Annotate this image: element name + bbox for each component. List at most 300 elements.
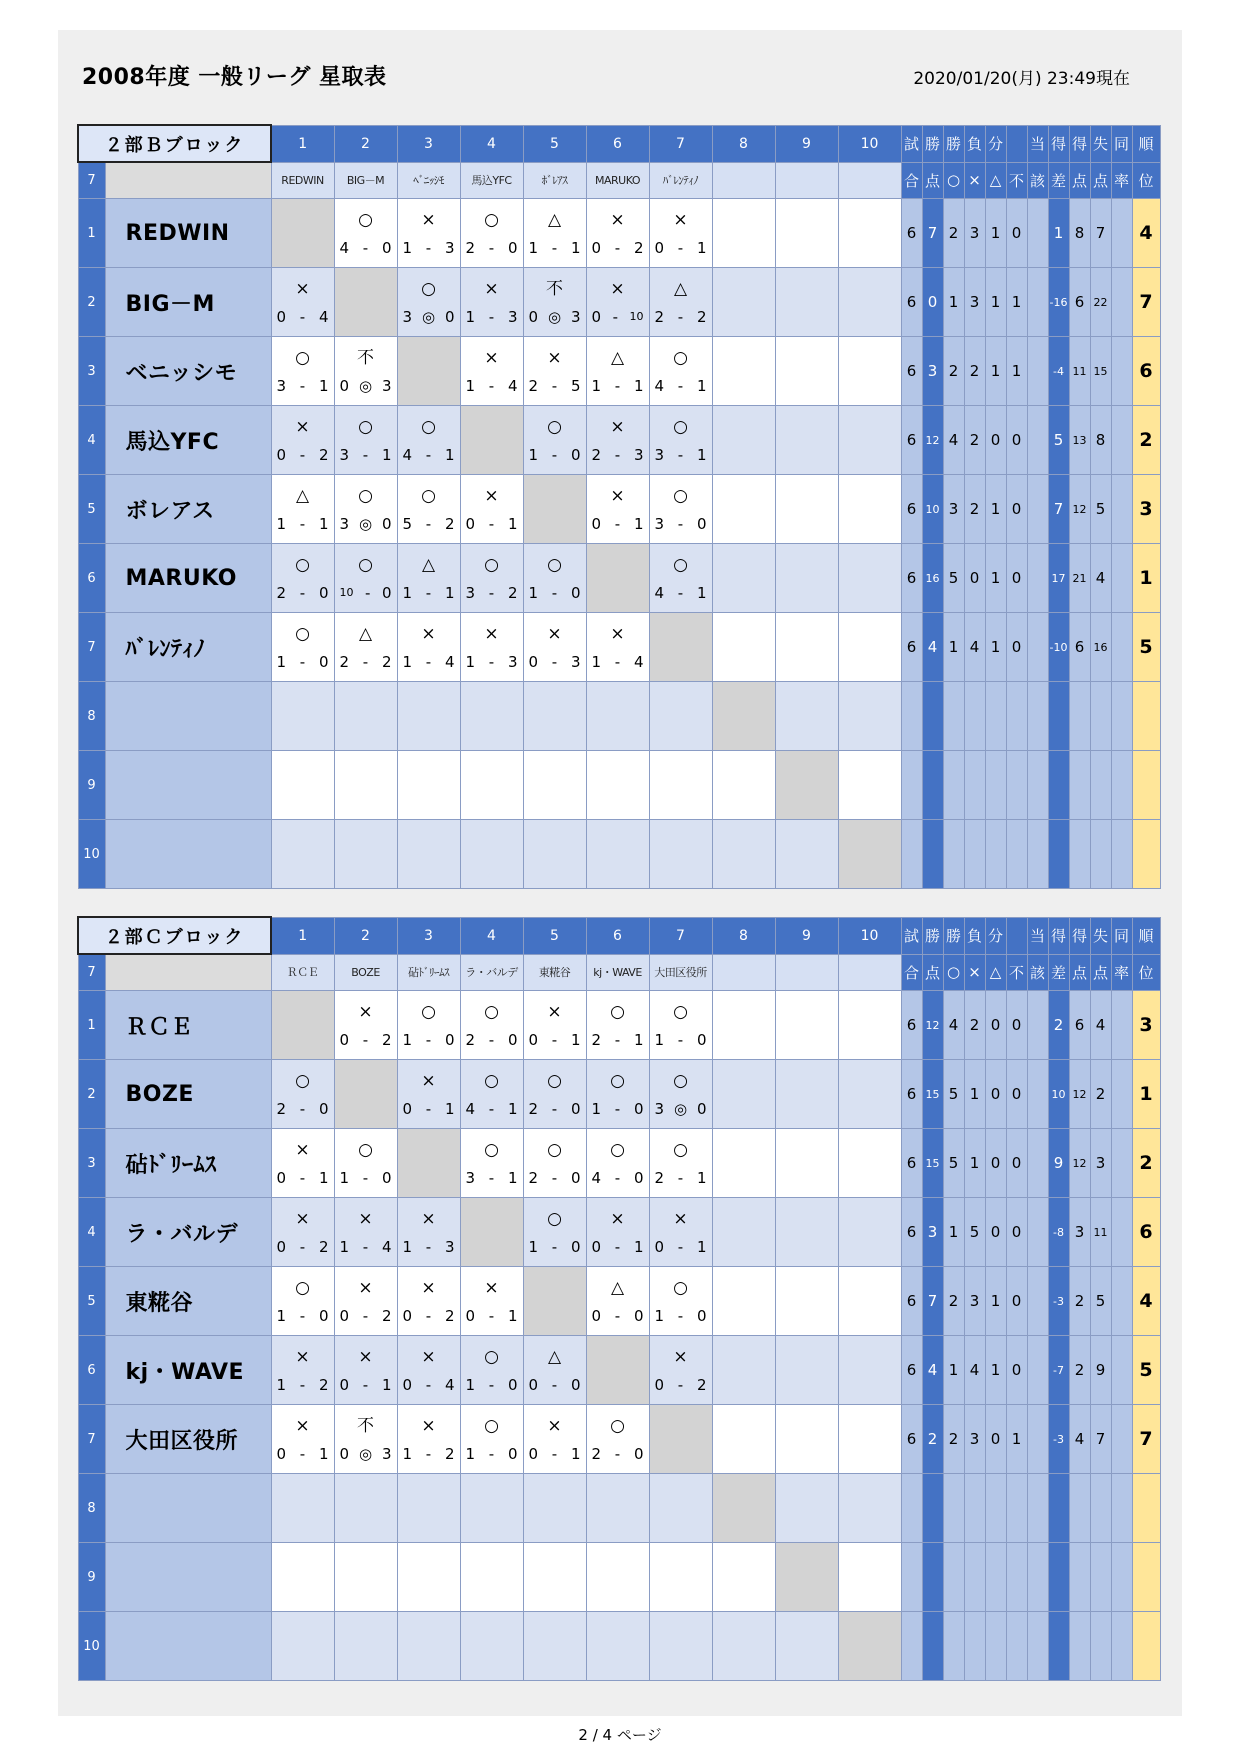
- match-cell: [334, 1198, 397, 1267]
- stat-value: 0: [985, 406, 1006, 475]
- match-score: [713, 1372, 775, 1402]
- result-mark: ○: [484, 555, 499, 575]
- match-score: [272, 511, 334, 541]
- row-number: 7: [78, 613, 105, 682]
- match-cell: [271, 1198, 334, 1267]
- match-cell: [649, 1267, 712, 1336]
- score-for: 1: [276, 1376, 287, 1394]
- self-match-cell: [586, 544, 649, 613]
- result-mark: ○: [358, 210, 373, 230]
- score-against: 1: [381, 446, 392, 464]
- score-separator: -: [677, 308, 684, 326]
- match-cell: [397, 1198, 460, 1267]
- stat-value: 10: [1048, 1060, 1069, 1129]
- stat-value: 6: [901, 1336, 922, 1405]
- stat-value: 2: [964, 475, 985, 544]
- block-name: ２部Ｃブロック: [78, 917, 271, 954]
- score-against: 1: [696, 584, 707, 602]
- match-score: [398, 442, 460, 472]
- score-separator: -: [614, 1238, 621, 1256]
- match-score: [461, 580, 523, 610]
- match-cell: [586, 1405, 649, 1474]
- score-against: 2: [381, 1031, 392, 1049]
- stat-value: 13: [1069, 406, 1090, 475]
- match-cell: [649, 1612, 712, 1681]
- stat-value: 1: [985, 1336, 1006, 1405]
- stat-value: [1111, 1543, 1132, 1612]
- result-mark: [461, 1614, 523, 1648]
- stat-value: [1069, 1474, 1090, 1543]
- score-separator: -: [612, 308, 618, 326]
- team-name: ラ・バルデ: [105, 1198, 271, 1267]
- result-mark: ○: [547, 1071, 562, 1091]
- match-score: [713, 1303, 775, 1333]
- score-separator: -: [677, 584, 684, 602]
- match-cell: [334, 337, 397, 406]
- result-mark: ×: [295, 1209, 310, 1229]
- stat-value: 3: [964, 1405, 985, 1474]
- score-against: 1: [507, 1307, 518, 1325]
- match-score: [587, 1510, 649, 1540]
- column-number: 8: [712, 125, 775, 162]
- score-separator: -: [362, 446, 369, 464]
- match-score: [398, 1510, 460, 1540]
- match-cell: [775, 1267, 838, 1336]
- match-score: [272, 1510, 334, 1540]
- result-mark: ×: [547, 624, 562, 644]
- score-against: 2: [507, 584, 518, 602]
- score-against: 0: [381, 1169, 392, 1187]
- match-score: [650, 580, 712, 610]
- stat-header-bottom: 不: [1006, 162, 1027, 199]
- match-cell: [775, 475, 838, 544]
- match-cell: [397, 544, 460, 613]
- match-score: [776, 649, 838, 679]
- score-separator: -: [488, 584, 495, 602]
- match-score: [587, 1579, 649, 1609]
- result-mark: [776, 339, 838, 373]
- match-cell: [586, 199, 649, 268]
- stat-value: 12: [1069, 1060, 1090, 1129]
- result-mark: [461, 1476, 523, 1510]
- stat-value: [1027, 544, 1048, 613]
- score-for: 0: [528, 653, 539, 671]
- column-number: 1: [271, 125, 334, 162]
- match-score: [272, 373, 334, 403]
- match-cell: [586, 406, 649, 475]
- match-cell: [838, 406, 901, 475]
- result-mark: △: [610, 1278, 625, 1298]
- stat-value: 22: [1090, 268, 1111, 337]
- result-mark: [335, 822, 397, 856]
- match-score: [272, 1441, 334, 1471]
- score-for: 1: [402, 653, 413, 671]
- score-against: 2: [696, 308, 707, 326]
- stat-header-top: 順: [1132, 917, 1160, 954]
- score-for: 5: [402, 515, 413, 533]
- match-score: [524, 1372, 586, 1402]
- score-against: 10: [629, 310, 644, 323]
- result-mark: △: [421, 555, 436, 575]
- rank-value: 2: [1132, 1129, 1160, 1198]
- result-mark: [713, 477, 775, 511]
- score-for: 2: [591, 446, 602, 464]
- stat-value: 1: [1006, 1405, 1027, 1474]
- match-score: [776, 1234, 838, 1264]
- self-match-cell: [775, 1543, 838, 1612]
- result-mark: ×: [673, 210, 688, 230]
- match-score: [713, 649, 775, 679]
- match-cell: [397, 820, 460, 889]
- column-team-short-name: ﾊﾞﾚﾝﾃｨﾉ: [649, 162, 712, 199]
- match-score: [398, 718, 460, 748]
- stat-value: [1006, 1474, 1027, 1543]
- stat-value: [901, 1612, 922, 1681]
- stat-value: 6: [901, 1060, 922, 1129]
- match-cell: [334, 751, 397, 820]
- result-mark: [839, 546, 901, 580]
- match-score: [461, 1648, 523, 1678]
- column-team-short-name: 砧ﾄﾞﾘｰﾑｽ: [397, 954, 460, 991]
- match-cell: [334, 1474, 397, 1543]
- stat-value: 12: [1069, 1129, 1090, 1198]
- score-against: 1: [696, 239, 707, 257]
- score-for: 2: [591, 1031, 602, 1049]
- stat-header-top: 分: [985, 125, 1006, 162]
- rank-value: [1132, 1543, 1160, 1612]
- result-mark: ×: [358, 1209, 373, 1229]
- match-cell: [334, 613, 397, 682]
- stat-header-top: 負: [964, 125, 985, 162]
- stat-value: -3: [1048, 1267, 1069, 1336]
- team-row: [78, 1267, 1160, 1336]
- team-row: [78, 751, 1160, 820]
- score-for: 0: [528, 1445, 539, 1463]
- column-team-short-name: kj・WAVE: [586, 954, 649, 991]
- score-separator: -: [425, 584, 432, 602]
- match-score: [650, 442, 712, 472]
- stat-header-bottom: 点: [1069, 162, 1090, 199]
- stat-value: [1111, 268, 1132, 337]
- match-score: [839, 1372, 901, 1402]
- result-mark: [461, 1545, 523, 1579]
- match-cell: [838, 991, 901, 1060]
- match-score: [839, 373, 901, 403]
- stat-value: [1048, 751, 1069, 820]
- match-cell: [649, 1129, 712, 1198]
- team-row: [78, 1129, 1160, 1198]
- stat-header-top: [1006, 917, 1027, 954]
- result-mark: [776, 201, 838, 235]
- self-match-cell: [271, 991, 334, 1060]
- self-match-cell: [271, 199, 334, 268]
- match-score: [524, 718, 586, 748]
- match-cell: [334, 1543, 397, 1612]
- stat-value: 8: [1090, 406, 1111, 475]
- result-mark: [650, 1614, 712, 1648]
- match-cell: [334, 820, 397, 889]
- stat-header-bottom: ×: [964, 162, 985, 199]
- score-separator: -: [488, 1307, 495, 1325]
- result-mark: ×: [547, 1416, 562, 1436]
- score-for: 1: [402, 1238, 413, 1256]
- stat-header-top: 勝: [922, 125, 943, 162]
- match-cell: [775, 1060, 838, 1129]
- match-score: [524, 649, 586, 679]
- score-separator: -: [362, 1376, 369, 1394]
- result-mark: [713, 201, 775, 235]
- match-score: [650, 1303, 712, 1333]
- stat-value: 3: [964, 199, 985, 268]
- match-cell: [334, 1405, 397, 1474]
- stat-value: [1090, 820, 1111, 889]
- match-score: [461, 304, 523, 334]
- stat-value: [985, 751, 1006, 820]
- result-mark: [776, 822, 838, 856]
- match-cell: [649, 820, 712, 889]
- result-mark: [335, 1545, 397, 1579]
- stat-value: [1027, 682, 1048, 751]
- stat-header-bottom: 点: [1069, 954, 1090, 991]
- stat-value: 4: [1090, 991, 1111, 1060]
- result-mark: ×: [547, 348, 562, 368]
- team-name: 馬込YFC: [105, 406, 271, 475]
- score-for: 4: [465, 1100, 476, 1118]
- match-cell: [838, 1267, 901, 1336]
- match-cell: [397, 475, 460, 544]
- stat-value: 0: [964, 544, 985, 613]
- score-against: 0: [570, 584, 581, 602]
- score-separator: ◎: [358, 377, 373, 395]
- score-separator: -: [299, 1169, 306, 1187]
- row-number: 3: [78, 337, 105, 406]
- stat-value: 4: [943, 406, 964, 475]
- match-score: [461, 1372, 523, 1402]
- score-for: 0: [276, 1238, 287, 1256]
- match-cell: [397, 991, 460, 1060]
- match-cell: [271, 544, 334, 613]
- self-match-cell: [649, 613, 712, 682]
- match-score: [650, 511, 712, 541]
- stat-value: [1111, 1405, 1132, 1474]
- score-for: 1: [276, 653, 287, 671]
- stat-value: [943, 1474, 964, 1543]
- match-cell: [586, 337, 649, 406]
- result-mark: [398, 1545, 460, 1579]
- self-match-cell: [397, 1129, 460, 1198]
- result-mark: [776, 1407, 838, 1441]
- stat-value: 3: [964, 268, 985, 337]
- result-mark: [713, 1062, 775, 1096]
- result-mark: [776, 993, 838, 1027]
- stat-value: 0: [1006, 991, 1027, 1060]
- score-separator: -: [677, 1031, 684, 1049]
- score-against: 0: [318, 653, 329, 671]
- self-match-cell: [838, 820, 901, 889]
- match-score: [776, 1441, 838, 1471]
- result-mark: [587, 1614, 649, 1648]
- match-score: [839, 1096, 901, 1126]
- match-cell: [712, 613, 775, 682]
- match-score: [587, 1165, 649, 1195]
- self-match-cell: [712, 682, 775, 751]
- stat-value: 0: [1006, 199, 1027, 268]
- stat-value: 4: [922, 613, 943, 682]
- stat-value: 6: [901, 1198, 922, 1267]
- score-separator: -: [551, 1169, 558, 1187]
- self-match-cell: [460, 1198, 523, 1267]
- row-number: 5: [78, 1267, 105, 1336]
- stat-value: [1111, 1129, 1132, 1198]
- score-against: 0: [570, 446, 581, 464]
- result-mark: [776, 1338, 838, 1372]
- match-score: [272, 718, 334, 748]
- column-number: 7: [649, 125, 712, 162]
- score-separator: -: [551, 653, 558, 671]
- stat-value: 5: [1048, 406, 1069, 475]
- match-score: [335, 1027, 397, 1057]
- column-number: 8: [712, 917, 775, 954]
- match-cell: [649, 1198, 712, 1267]
- stat-value: 2: [922, 1405, 943, 1474]
- stat-value: [964, 682, 985, 751]
- result-mark: ×: [358, 1002, 373, 1022]
- score-separator: -: [425, 1307, 432, 1325]
- column-number: 3: [397, 917, 460, 954]
- score-against: 0: [381, 584, 392, 602]
- row-number: 1: [78, 199, 105, 268]
- rank-value: 5: [1132, 1336, 1160, 1405]
- result-mark: [461, 684, 523, 718]
- match-score: [650, 856, 712, 886]
- match-score: [335, 649, 397, 679]
- stat-value: 6: [1069, 991, 1090, 1060]
- match-cell: [334, 1129, 397, 1198]
- column-team-short-name: ラ・バルデ: [460, 954, 523, 991]
- match-score: [272, 1648, 334, 1678]
- stat-value: [922, 820, 943, 889]
- result-mark: ×: [295, 1416, 310, 1436]
- stat-value: 0: [1006, 613, 1027, 682]
- result-mark: [839, 1407, 901, 1441]
- rank-value: 3: [1132, 991, 1160, 1060]
- score-for: 3: [465, 1169, 476, 1187]
- match-score: [335, 1165, 397, 1195]
- stat-header-bottom: ○: [943, 954, 964, 991]
- stat-header-top: 試: [901, 125, 922, 162]
- result-mark: ×: [358, 1347, 373, 1367]
- result-mark: [839, 1476, 901, 1510]
- match-cell: [838, 613, 901, 682]
- stat-value: 1: [985, 613, 1006, 682]
- result-mark: 不: [546, 279, 564, 299]
- result-mark: ○: [610, 1416, 625, 1436]
- team-row: [78, 1612, 1160, 1681]
- result-mark: ○: [673, 1071, 688, 1091]
- match-cell: [586, 1474, 649, 1543]
- stat-value: [1027, 199, 1048, 268]
- column-number: 6: [586, 125, 649, 162]
- result-mark: [713, 1200, 775, 1234]
- result-mark: ×: [610, 279, 625, 299]
- stat-value: [1111, 613, 1132, 682]
- result-mark: [776, 1269, 838, 1303]
- result-mark: [398, 822, 460, 856]
- match-score: [398, 1303, 460, 1333]
- result-mark: ○: [484, 1002, 499, 1022]
- match-score: [650, 1510, 712, 1540]
- score-separator: -: [425, 653, 432, 671]
- stat-value: 6: [901, 475, 922, 544]
- score-for: 0: [465, 515, 476, 533]
- match-score: [398, 1027, 460, 1057]
- stat-value: [1069, 820, 1090, 889]
- row-number: 4: [78, 1198, 105, 1267]
- match-cell: [586, 613, 649, 682]
- match-score: [272, 1372, 334, 1402]
- score-separator: -: [677, 515, 684, 533]
- match-cell: [523, 544, 586, 613]
- result-mark: ○: [358, 1140, 373, 1160]
- stat-value: 2: [1090, 1060, 1111, 1129]
- stat-value: 0: [985, 1198, 1006, 1267]
- score-against: 0: [696, 1307, 707, 1325]
- column-team-short-name: MARUKO: [586, 162, 649, 199]
- score-for: 2: [528, 1100, 539, 1118]
- match-score: [524, 1027, 586, 1057]
- match-cell: [712, 1060, 775, 1129]
- stat-value: 4: [1069, 1405, 1090, 1474]
- stat-value: 5: [943, 544, 964, 613]
- match-score: [272, 1234, 334, 1264]
- score-for: 1: [528, 1238, 539, 1256]
- stat-value: 6: [901, 337, 922, 406]
- score-against: 0: [318, 1307, 329, 1325]
- column-number: 4: [460, 917, 523, 954]
- score-against: 1: [570, 239, 581, 257]
- score-against: 1: [570, 1031, 581, 1049]
- stat-value: [1006, 1612, 1027, 1681]
- score-for: 2: [276, 584, 287, 602]
- stat-header-top: 同: [1111, 917, 1132, 954]
- team-row: [78, 1060, 1160, 1129]
- match-score: [839, 1303, 901, 1333]
- column-team-short-name: REDWIN: [271, 162, 334, 199]
- score-against: 5: [570, 377, 581, 395]
- stat-value: 0: [985, 1405, 1006, 1474]
- page-footer: 2 / 4 ページ: [578, 1726, 662, 1744]
- score-for: 1: [591, 377, 602, 395]
- stat-value: [1090, 1543, 1111, 1612]
- result-mark: [650, 822, 712, 856]
- result-mark: [272, 1545, 334, 1579]
- result-mark: △: [295, 486, 310, 506]
- match-cell: [523, 1474, 586, 1543]
- result-mark: ○: [421, 279, 436, 299]
- stat-header-top: 試: [901, 917, 922, 954]
- match-score: [335, 373, 397, 403]
- match-cell: [775, 406, 838, 475]
- score-against: 2: [633, 239, 644, 257]
- match-cell: [271, 820, 334, 889]
- result-mark: ○: [421, 417, 436, 437]
- rank-value: [1132, 1474, 1160, 1543]
- match-score: [461, 1579, 523, 1609]
- result-mark: ○: [484, 1140, 499, 1160]
- score-for: 0: [402, 1376, 413, 1394]
- score-against: 0: [381, 515, 392, 533]
- stat-value: -3: [1048, 1405, 1069, 1474]
